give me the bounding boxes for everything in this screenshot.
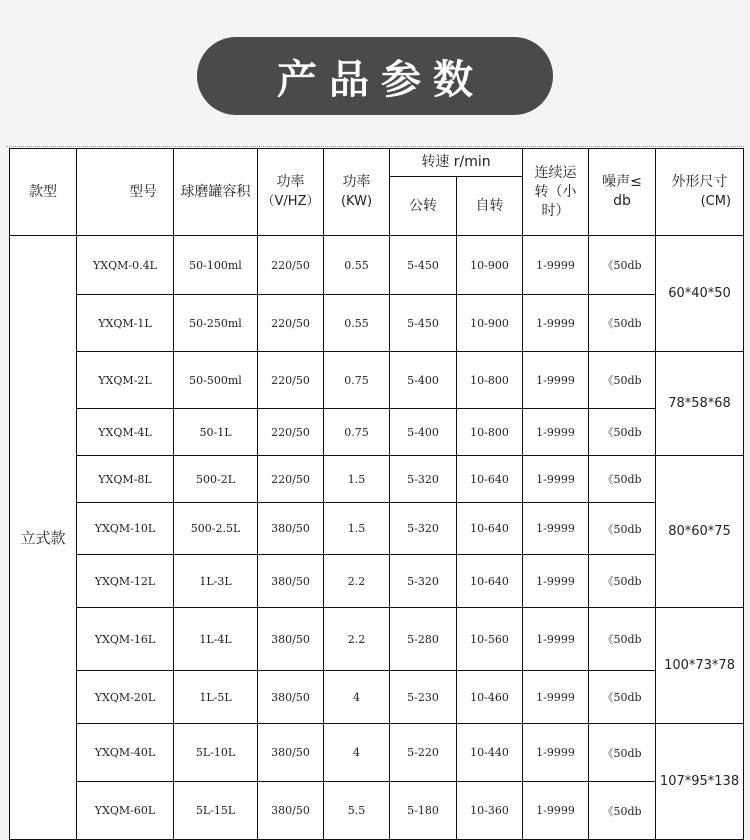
- model-cell: YXQM-0.4L: [77, 236, 174, 295]
- header-power-voltage-line2: （V/HZ）: [261, 194, 320, 209]
- rotation-cell: 10-640: [457, 555, 523, 608]
- capacity-cell: 500-2L: [174, 456, 258, 503]
- power-cell: 2.2: [324, 608, 390, 671]
- header-rotation: 自转: [457, 177, 523, 236]
- header-noise-line2: db: [613, 193, 631, 209]
- revolution-cell: 5-220: [390, 724, 457, 782]
- rotation-cell: 10-640: [457, 456, 523, 503]
- voltage-cell: 220/50: [258, 409, 324, 456]
- revolution-cell: 5-230: [390, 671, 457, 724]
- revolution-cell: 5-320: [390, 503, 457, 555]
- header-continuous-line3: 时）: [541, 202, 570, 219]
- continuous-cell: 1-9999: [523, 782, 589, 840]
- noise-cell: 《50db: [589, 671, 656, 724]
- dimensions-cell: 78*58*68: [656, 352, 744, 456]
- table-row: [10, 456, 744, 503]
- rotation-cell: 10-800: [457, 409, 523, 456]
- voltage-cell: 380/50: [258, 503, 324, 555]
- rotation-cell: 10-900: [457, 236, 523, 295]
- section-title-pill: [197, 37, 553, 115]
- header-dimensions-line1: 外形尺寸: [671, 174, 728, 190]
- continuous-cell: 1-9999: [523, 295, 589, 352]
- power-cell: 1.5: [324, 503, 390, 555]
- power-cell: 2.2: [324, 555, 390, 608]
- model-cell: YXQM-12L: [77, 555, 174, 608]
- header-continuous-line2: 转（小: [534, 183, 577, 200]
- capacity-cell: 5L-10L: [174, 724, 258, 782]
- power-cell: 1.5: [324, 456, 390, 503]
- table-row: [10, 608, 744, 671]
- header-revolution: 公转: [390, 177, 457, 236]
- power-cell: 4: [324, 671, 390, 724]
- rotation-cell: 10-360: [457, 782, 523, 840]
- header-power-kw-line1: 功率: [342, 174, 371, 190]
- table-row: [10, 782, 744, 840]
- power-cell: 5.5: [324, 782, 390, 840]
- table-row: [10, 671, 744, 724]
- model-cell: YXQM-20L: [77, 671, 174, 724]
- dotted-divider: [6, 146, 744, 147]
- voltage-cell: 380/50: [258, 671, 324, 724]
- table-row: [10, 503, 744, 555]
- revolution-cell: 5-280: [390, 608, 457, 671]
- continuous-cell: 1-9999: [523, 352, 589, 409]
- header-power-kw-line2: (KW): [340, 194, 373, 209]
- header-dimensions: [656, 149, 744, 236]
- header-model: 型号: [77, 149, 174, 236]
- continuous-cell: 1-9999: [523, 724, 589, 782]
- revolution-cell: 5-450: [390, 236, 457, 295]
- capacity-cell: 1L-4L: [174, 608, 258, 671]
- power-cell: 0.55: [324, 236, 390, 295]
- noise-cell: 《50db: [589, 409, 656, 456]
- dimensions-cell: 100*73*78: [656, 608, 744, 724]
- voltage-cell: 220/50: [258, 352, 324, 409]
- voltage-cell: 380/50: [258, 782, 324, 840]
- header-jar-capacity: 球磨罐容积: [174, 149, 258, 236]
- model-cell: YXQM-40L: [77, 724, 174, 782]
- dimensions-cell: 60*40*50: [656, 236, 744, 352]
- voltage-cell: 380/50: [258, 555, 324, 608]
- table-row: [10, 236, 744, 295]
- header-continuous-run: [523, 149, 589, 236]
- model-cell: YXQM-4L: [77, 409, 174, 456]
- capacity-cell: 5L-15L: [174, 782, 258, 840]
- rotation-cell: 10-440: [457, 724, 523, 782]
- model-cell: YXQM-8L: [77, 456, 174, 503]
- section-title: 产品参数: [277, 56, 485, 103]
- noise-cell: 《50db: [589, 236, 656, 295]
- spec-table-container: [9, 148, 743, 840]
- header-power-voltage-line1: 功率: [276, 174, 305, 190]
- model-cell: YXQM-60L: [77, 782, 174, 840]
- power-cell: 0.55: [324, 295, 390, 352]
- noise-cell: 《50db: [589, 555, 656, 608]
- noise-cell: 《50db: [589, 608, 656, 671]
- table-row: [10, 409, 744, 456]
- capacity-cell: 50-250ml: [174, 295, 258, 352]
- dimensions-cell: 107*95*138: [656, 724, 744, 840]
- rotation-cell: 10-560: [457, 608, 523, 671]
- voltage-cell: 220/50: [258, 295, 324, 352]
- power-cell: 0.75: [324, 409, 390, 456]
- header-power-voltage: [258, 149, 324, 236]
- voltage-cell: 220/50: [258, 236, 324, 295]
- revolution-cell: 5-320: [390, 456, 457, 503]
- revolution-cell: 5-400: [390, 409, 457, 456]
- rotation-cell: 10-800: [457, 352, 523, 409]
- capacity-cell: 500-2.5L: [174, 503, 258, 555]
- model-cell: YXQM-1L: [77, 295, 174, 352]
- table-row: [10, 295, 744, 352]
- continuous-cell: 1-9999: [523, 671, 589, 724]
- capacity-cell: 50-100ml: [174, 236, 258, 295]
- noise-cell: 《50db: [589, 456, 656, 503]
- revolution-cell: 5-450: [390, 295, 457, 352]
- dimensions-cell: 80*60*75: [656, 456, 744, 608]
- spec-table: [9, 148, 744, 840]
- header-category: 款型: [10, 149, 77, 236]
- continuous-cell: 1-9999: [523, 608, 589, 671]
- header-power-kw: [324, 149, 390, 236]
- capacity-cell: 1L-5L: [174, 671, 258, 724]
- model-cell: YXQM-10L: [77, 503, 174, 555]
- header-continuous-line1: 连续运: [534, 164, 577, 181]
- noise-cell: 《50db: [589, 352, 656, 409]
- revolution-cell: 5-320: [390, 555, 457, 608]
- voltage-cell: 220/50: [258, 456, 324, 503]
- rotation-cell: 10-900: [457, 295, 523, 352]
- continuous-cell: 1-9999: [523, 503, 589, 555]
- noise-cell: 《50db: [589, 295, 656, 352]
- rotation-cell: 10-460: [457, 671, 523, 724]
- revolution-cell: 5-400: [390, 352, 457, 409]
- continuous-cell: 1-9999: [523, 555, 589, 608]
- header-noise: [589, 149, 656, 236]
- noise-cell: 《50db: [589, 503, 656, 555]
- table-row: [10, 555, 744, 608]
- voltage-cell: 380/50: [258, 608, 324, 671]
- rotation-cell: 10-640: [457, 503, 523, 555]
- header-speed-group: 转速 r/min: [390, 149, 523, 177]
- continuous-cell: 1-9999: [523, 409, 589, 456]
- table-row: [10, 352, 744, 409]
- table-row: [10, 724, 744, 782]
- continuous-cell: 1-9999: [523, 236, 589, 295]
- continuous-cell: 1-9999: [523, 456, 589, 503]
- model-cell: YXQM-2L: [77, 352, 174, 409]
- power-cell: 0.75: [324, 352, 390, 409]
- capacity-cell: 1L-3L: [174, 555, 258, 608]
- header-dimensions-line2: (CM): [700, 194, 732, 209]
- capacity-cell: 50-500ml: [174, 352, 258, 409]
- power-cell: 4: [324, 724, 390, 782]
- noise-cell: 《50db: [589, 782, 656, 840]
- category-cell: 立式款: [10, 236, 77, 840]
- voltage-cell: 380/50: [258, 724, 324, 782]
- capacity-cell: 50-1L: [174, 409, 258, 456]
- noise-cell: 《50db: [589, 724, 656, 782]
- revolution-cell: 5-180: [390, 782, 457, 840]
- model-cell: YXQM-16L: [77, 608, 174, 671]
- header-noise-line1: 噪声≤: [602, 174, 642, 190]
